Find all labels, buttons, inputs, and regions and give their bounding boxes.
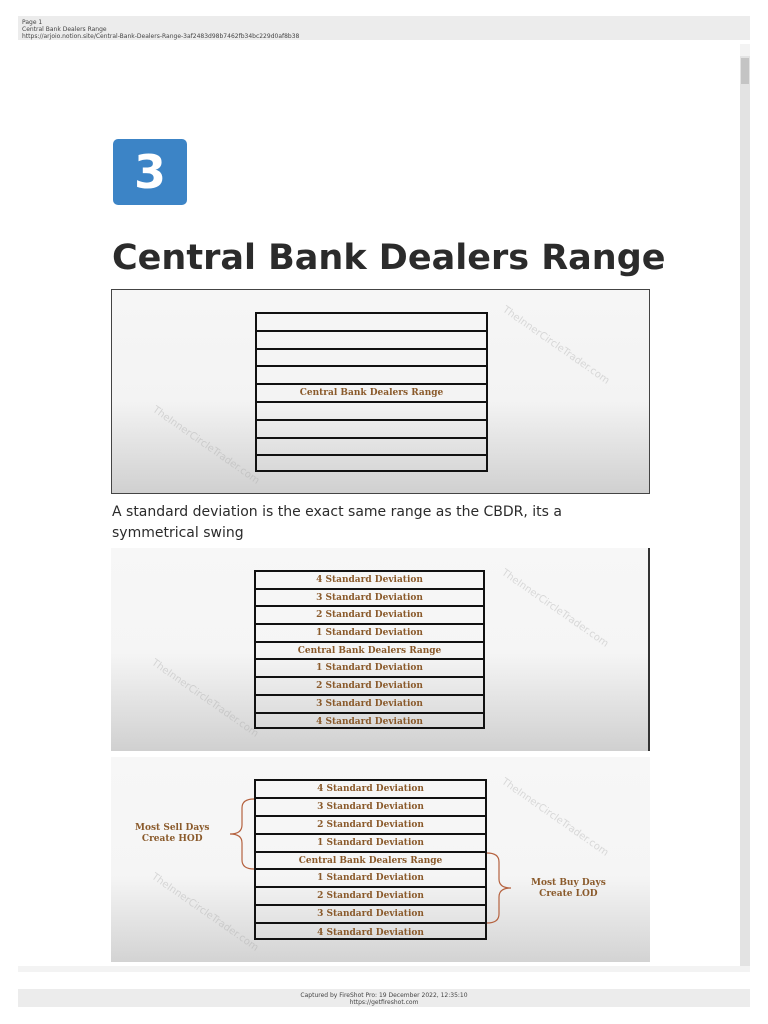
header-url: https://arjoio.notion.site/Central-Bank-Dealers-Range-3af2483d98b7462fb34bc229d0af8b38: [22, 33, 300, 40]
watermark-text: TheInnerCircleTrader.com: [150, 404, 262, 487]
table-row: [257, 456, 486, 474]
table-row: 1 Standard Deviation: [256, 625, 483, 643]
body-paragraph: A standard deviation is the exact same range as the CBDR, its a symmetrical swing: [112, 504, 562, 541]
table-row: [257, 403, 486, 421]
watermark-text: TheInnerCircleTrader.com: [149, 657, 261, 740]
table-row: 3 Standard Deviation: [256, 696, 483, 714]
standard-deviation-figure: [111, 548, 650, 751]
table-row: 1 Standard Deviation: [256, 660, 483, 678]
table-row: 2 Standard Deviation: [256, 607, 483, 625]
scrollbar-thumb[interactable]: [741, 58, 749, 84]
table-row: [257, 367, 486, 385]
table-row: Central Bank Dealers Range: [256, 643, 483, 661]
table-row: 3 Standard Deviation: [256, 799, 485, 817]
table-row: 3 Standard Deviation: [256, 906, 485, 924]
table-row: 2 Standard Deviation: [256, 678, 483, 696]
buy-days-label: [531, 878, 606, 900]
sell-days-line-2: Create HOD: [141, 834, 203, 844]
table-row: 4 Standard Deviation: [316, 717, 423, 728]
table-row: [257, 314, 486, 332]
deviation-table: [254, 570, 485, 729]
table-row: 4 Standard Deviation: [256, 572, 483, 590]
watermark-text: TheInnerCircleTrader.com: [149, 871, 261, 954]
table-row: [257, 350, 486, 368]
watermark-text: TheInnerCircleTrader.com: [499, 567, 611, 650]
left-brace: [224, 798, 256, 870]
hod-lod-figure: [111, 757, 650, 962]
deviation-table: [254, 779, 487, 940]
section-number-badge: 3: [113, 139, 187, 205]
table-row: 4 Standard Deviation: [317, 928, 424, 939]
footer-captured-text: Captured by FireShot Pro: 19 December 2022, 12:35:10: [300, 992, 468, 999]
table-row: Central Bank Dealers Range: [257, 385, 486, 403]
watermark-text: TheInnerCircleTrader.com: [500, 304, 612, 387]
sell-days-label: [135, 823, 209, 845]
header-doc-title: Central Bank Dealers Range: [22, 26, 107, 33]
header-page-number: Page 1: [22, 19, 43, 26]
table-row: 2 Standard Deviation: [256, 888, 485, 906]
capture-footer: [18, 989, 750, 1007]
vertical-scrollbar[interactable]: [740, 56, 750, 966]
right-brace: [485, 852, 519, 924]
table-row: 4 Standard Deviation: [256, 781, 485, 799]
table-row: [257, 439, 486, 457]
table-row: 1 Standard Deviation: [256, 870, 485, 888]
table-row: 3 Standard Deviation: [256, 590, 483, 608]
sell-days-line-1: Most Sell Days: [135, 823, 210, 833]
page-title: Central Bank Dealers Range: [112, 238, 666, 278]
footer-site-link[interactable]: https://getfireshot.com: [349, 999, 419, 1006]
table-row: [257, 332, 486, 350]
watermark-text: TheInnerCircleTrader.com: [499, 776, 611, 859]
cbdr-figure: [111, 289, 650, 494]
range-table: [255, 312, 488, 472]
table-row: 2 Standard Deviation: [256, 817, 485, 835]
table-row: 1 Standard Deviation: [256, 835, 485, 853]
buy-days-line-1: Most Buy Days: [531, 878, 606, 888]
buy-days-line-2: Create LOD: [539, 889, 598, 899]
table-row: Central Bank Dealers Range: [256, 853, 485, 871]
table-row: [257, 421, 486, 439]
capture-header: [18, 16, 750, 40]
